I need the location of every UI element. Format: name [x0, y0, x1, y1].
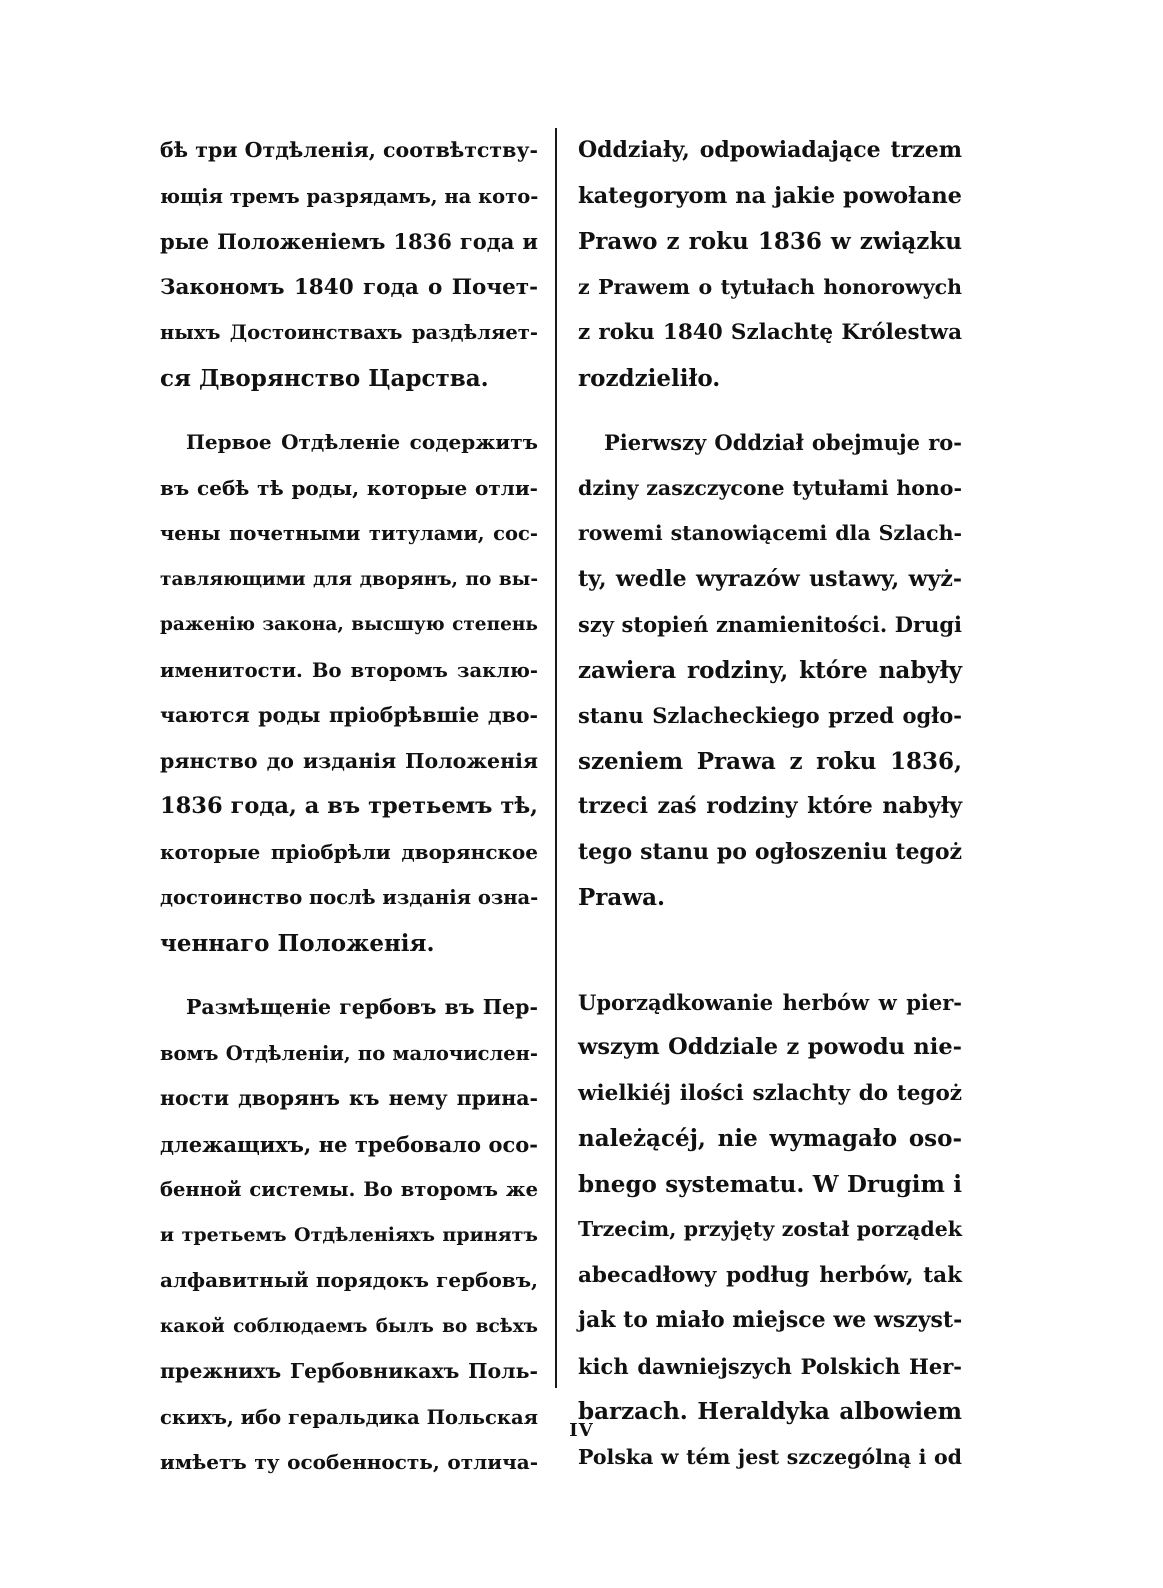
text-line: имѣетъ ту особенность, отлича-: [160, 1450, 538, 1474]
text-line: Первое Отдѣленіе содержитъ: [186, 430, 538, 454]
text-line: zawiera rodziny, które nabyły: [578, 656, 962, 684]
text-line: wielkiéj ilości szlachty do tegoż: [578, 1080, 962, 1106]
text-line: z roku 1840 Szlachtę Królestwa: [578, 320, 962, 345]
text-line: Размѣщеніе гербовъ въ Пер-: [186, 995, 538, 1019]
left-column-russian: [160, 128, 538, 1505]
text-line: stanu Szlacheckiego przed ogło-: [578, 703, 962, 728]
text-line: kategoryom na jakie powołane: [578, 182, 962, 209]
text-line: именитости. Во второмъ заклю-: [160, 658, 538, 682]
text-line: ющія тремъ разрядамъ, на кото-: [160, 184, 539, 208]
text-line: barzach. Heraldyka albowiem: [578, 1398, 962, 1425]
right-paragraph-1: [578, 128, 962, 401]
text-line: прежнихъ Гербовникахъ Поль-: [160, 1359, 538, 1383]
right-column-polish: [578, 128, 962, 1499]
text-line: ченнаго Положенія.: [160, 929, 435, 957]
text-line: jak to miało miejsce we wszyst-: [578, 1307, 963, 1333]
text-line: рые Положеніемъ 1836 года и: [160, 229, 538, 254]
text-line: раженію закона, высшую степень: [160, 614, 538, 635]
text-line: рянство до изданія Положенія: [160, 748, 538, 773]
text-line: длежащихъ, не требовало осо-: [160, 1131, 538, 1157]
text-line: bnego systematu. W Drugim i: [578, 1170, 962, 1198]
text-line: wszym Oddziale z powodu nie-: [578, 1034, 962, 1060]
text-line: бенной системы. Во второмъ же: [160, 1178, 538, 1201]
text-line: szeniem Prawa z roku 1836,: [578, 747, 962, 775]
text-line: какой соблюдаемъ былъ во всѣхъ: [160, 1315, 538, 1337]
text-line: dziny zaszczycone tytułami hono-: [578, 475, 962, 500]
page-number: IV: [569, 1420, 594, 1441]
text-line: алфавитный порядокъ гербовъ,: [160, 1268, 538, 1292]
left-paragraph-1: [160, 128, 538, 401]
text-line: Polska w tém jest szczególną i od: [578, 1444, 962, 1469]
text-line: тавляющими для дворянъ, по вы-: [160, 568, 538, 590]
left-paragraph-3: [160, 985, 538, 1486]
text-line: въ себѣ тѣ роды, которые отли-: [160, 475, 538, 500]
text-line: вомъ Отдѣленіи, по малочислен-: [160, 1041, 538, 1065]
column-divider: [555, 128, 557, 1388]
text-line: szy stopień znamienitości. Drugi: [578, 612, 962, 637]
text-line: бѣ три Отдѣленія, соотвѣтству-: [160, 138, 538, 162]
text-line: kich dawniejszych Polskich Her-: [578, 1353, 962, 1379]
text-line: Prawa.: [578, 884, 666, 911]
right-paragraph-3: [578, 980, 962, 1481]
text-line: скихъ, ибо геральдика Польская: [160, 1405, 538, 1429]
text-line: tego stanu po ogłoszeniu tegoż: [578, 838, 962, 865]
text-line: ся Дворянство Царства.: [160, 364, 489, 392]
right-paragraph-2: [578, 420, 962, 921]
text-line: rozdzieliło.: [578, 364, 721, 392]
text-line: Trzecim, przyjęty został porządek: [578, 1217, 962, 1241]
text-line: чены почетными титулами, сос-: [160, 522, 538, 545]
text-line: Oddziały, odpowiadające trzem: [578, 137, 962, 163]
text-line: należącéj, nie wymagało oso-: [578, 1125, 962, 1152]
text-line: Pierwszy Oddział obejmuje ro-: [604, 430, 962, 455]
text-line: ныхъ Достоинствахъ раздѣляет-: [160, 321, 538, 344]
text-line: ty, wedle wyrazów ustawy, wyż-: [578, 565, 962, 592]
text-line: abecadłowy podług herbów, tak: [578, 1262, 962, 1288]
text-line: 1836 года, а въ третьемъ тѣ,: [160, 793, 538, 819]
text-line: Prawo z roku 1836 w związku: [578, 228, 962, 255]
text-line: rowemi stanowiącemi dla Szlach-: [578, 521, 962, 545]
text-line: достоинство послѣ изданія озна-: [160, 886, 539, 909]
text-line: Uporządkowanie herbów w pier-: [578, 989, 962, 1015]
text-line: чаются роды пріобрѣвшіе дво-: [160, 703, 538, 727]
text-line: ности дворянъ къ нему прина-: [160, 1086, 538, 1110]
paragraph-gap: [578, 940, 962, 980]
text-line: которые пріобрѣли дворянское: [160, 839, 538, 864]
text-line: Закономъ 1840 года о Почет-: [160, 274, 538, 300]
left-paragraph-2: [160, 420, 538, 966]
text-line: trzeci zaś rodziny które nabyły: [578, 793, 962, 819]
text-line: и третьемъ Отдѣленіяхъ принятъ: [160, 1223, 538, 1246]
text-line: z Prawem o tytułach honorowych: [578, 274, 962, 299]
